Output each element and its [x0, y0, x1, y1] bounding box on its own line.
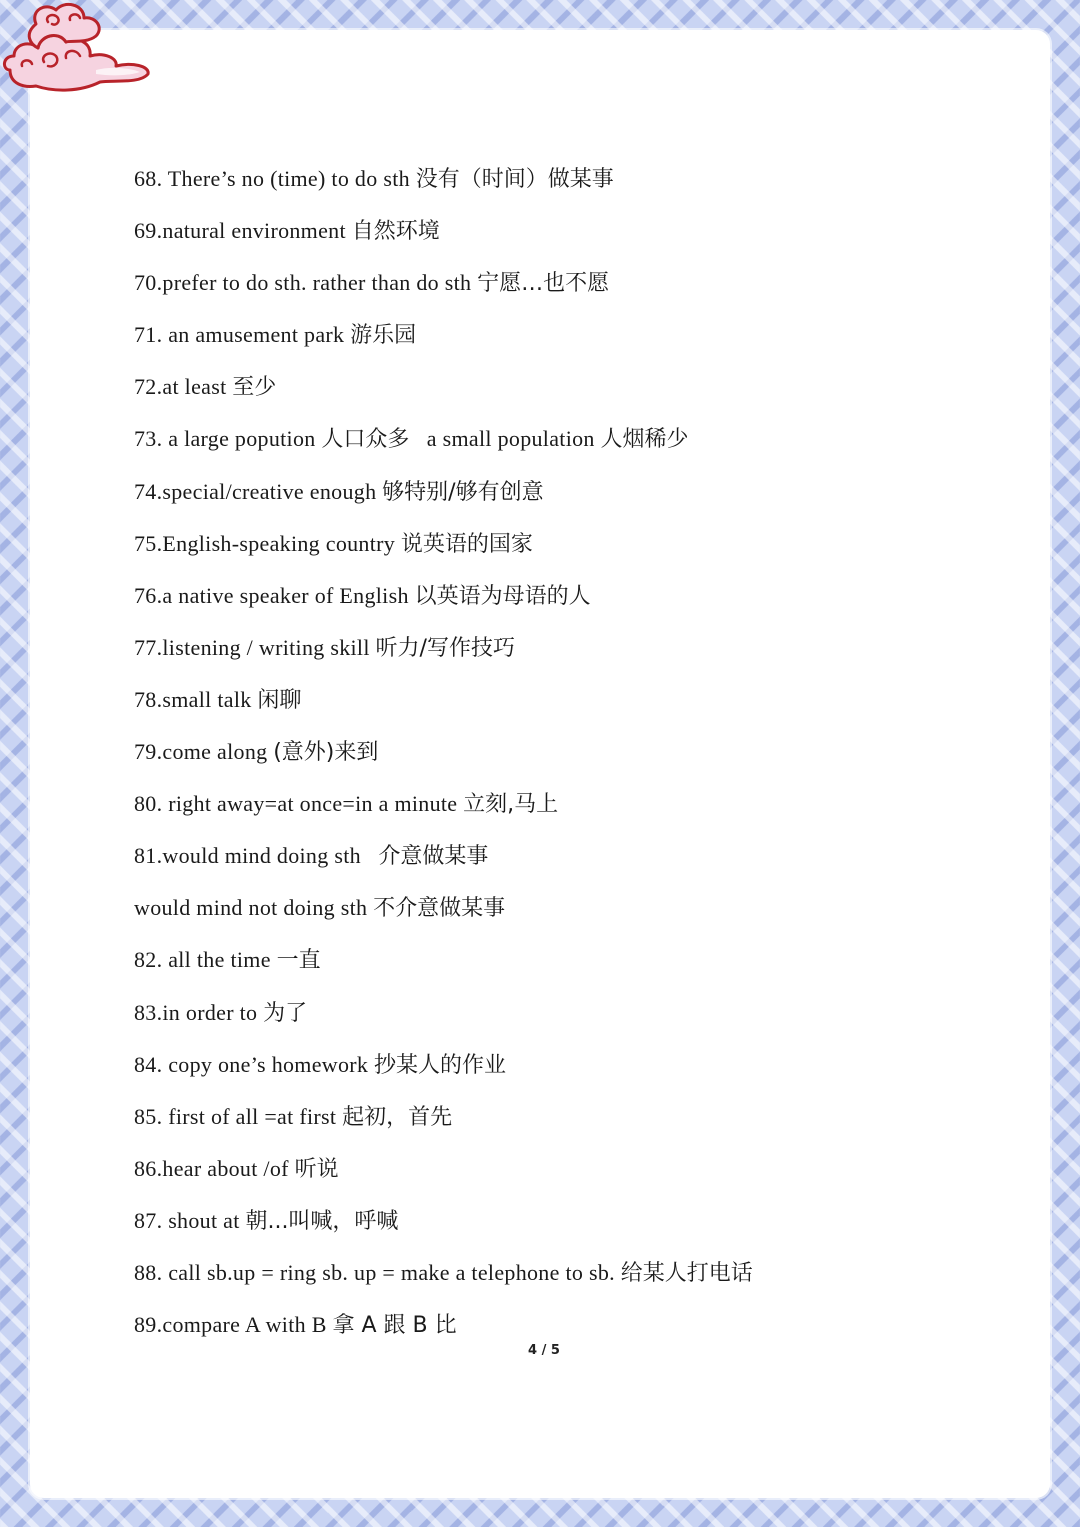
cloud-icon [0, 0, 160, 110]
phrase-zh: 立刻,马上 [463, 792, 559, 818]
phrase-zh: 以英语为母语的人 [414, 583, 591, 609]
phrase-en: 78.small talk [134, 686, 258, 712]
list-item [134, 525, 753, 577]
phrase-zh: 人口众多 [321, 427, 410, 453]
vocab-list [134, 160, 753, 1358]
phrase-en: 79.come along [134, 739, 274, 765]
phrase-en: 68. There’s no (time) to do sth [134, 166, 416, 191]
phrase-zh: 说英语的国家 [400, 531, 533, 557]
phrase-en: 80. right away=at once=in a minute [134, 791, 464, 817]
phrase-zh: (意外)来到 [273, 740, 379, 766]
list-item [134, 629, 753, 681]
phrase-zh: 没有（时间）做某事 [415, 167, 614, 192]
phrase-en: 89.compare A with B [134, 1312, 333, 1338]
phrase-en: 76.a native speaker of English [134, 582, 415, 608]
list-item [134, 681, 753, 733]
phrase-zh: 抄某人的作业 [374, 1052, 507, 1078]
phrase-en: 72.at least [134, 374, 233, 400]
list-item [134, 733, 753, 785]
list-item [134, 889, 753, 941]
phrase-en: 69.natural environment [134, 218, 352, 244]
list-item [134, 316, 753, 368]
phrase-zh: 自然环境 [351, 219, 440, 245]
phrase-zh: 朝...叫喊，呼喊 [245, 1208, 399, 1234]
phrase-zh: 听说 [294, 1156, 339, 1182]
phrase-en: 77.listening / writing skill [134, 634, 376, 660]
phrase-en: 73. a large popution [134, 426, 322, 452]
phrase-en: 88. call sb.up = ring sb. up = make a telephone to sb. [134, 1259, 621, 1285]
list-item [134, 160, 753, 212]
phrase-en: 75.English-speaking country [134, 530, 401, 556]
list-item [134, 1098, 753, 1150]
phrase-zh: 为了 [263, 1000, 308, 1026]
list-item [134, 785, 753, 837]
page-number: 4 / 5 [528, 1343, 560, 1358]
list-item [134, 577, 753, 629]
phrase-zh: 闲聊 [257, 687, 302, 713]
list-item [134, 1254, 753, 1306]
list-item [134, 212, 753, 264]
phrase-zh: 听力/写作技巧 [375, 635, 515, 661]
phrase-en: 82. all the time [134, 947, 277, 973]
phrase-en: 85. first of all =at first [134, 1103, 343, 1129]
phrase-zh: 一直 [276, 948, 321, 974]
phrase-zh: 拿 A 跟 B 比 [332, 1313, 457, 1339]
phrase-en: 74.special/creative enough [134, 478, 383, 504]
list-item [134, 1150, 753, 1202]
phrase-en: 70.prefer to do sth. rather than do sth [134, 270, 478, 296]
list-item [134, 994, 753, 1046]
phrase-en: 87. shout at [134, 1207, 246, 1233]
list-item [134, 941, 753, 993]
phrase-zh: 给某人打电话 [620, 1260, 753, 1286]
document-page [30, 30, 1050, 1498]
phrase-zh: 不介意做某事 [373, 896, 506, 922]
phrase-zh: 游乐园 [350, 323, 417, 349]
list-item [134, 264, 753, 316]
list-item [134, 473, 753, 525]
phrase-en: 71. an amusement park [134, 322, 351, 348]
list-item [134, 420, 753, 472]
phrase-zh: 宁愿…也不愿 [477, 271, 610, 297]
phrase-zh: 够特别/够有创意 [382, 479, 544, 505]
phrase-en: 84. copy one’s homework [134, 1051, 374, 1077]
phrase-en: 86.hear about /of [134, 1155, 295, 1181]
phrase-en: would mind not doing sth [134, 895, 374, 921]
phrase-zh: 介意做某事 [378, 844, 489, 870]
phrase-zh-secondary: 人烟稀少 [600, 427, 689, 453]
phrase-en: 83.in order to [134, 999, 264, 1025]
list-item [134, 368, 753, 420]
phrase-zh: 至少 [232, 375, 277, 401]
phrase-en-secondary: a small population [409, 426, 601, 452]
phrase-en: 81.would mind doing sth [134, 843, 379, 869]
phrase-zh: 起初，首先 [342, 1104, 453, 1130]
list-item [134, 1202, 753, 1254]
list-item [134, 837, 753, 889]
list-item [134, 1046, 753, 1098]
